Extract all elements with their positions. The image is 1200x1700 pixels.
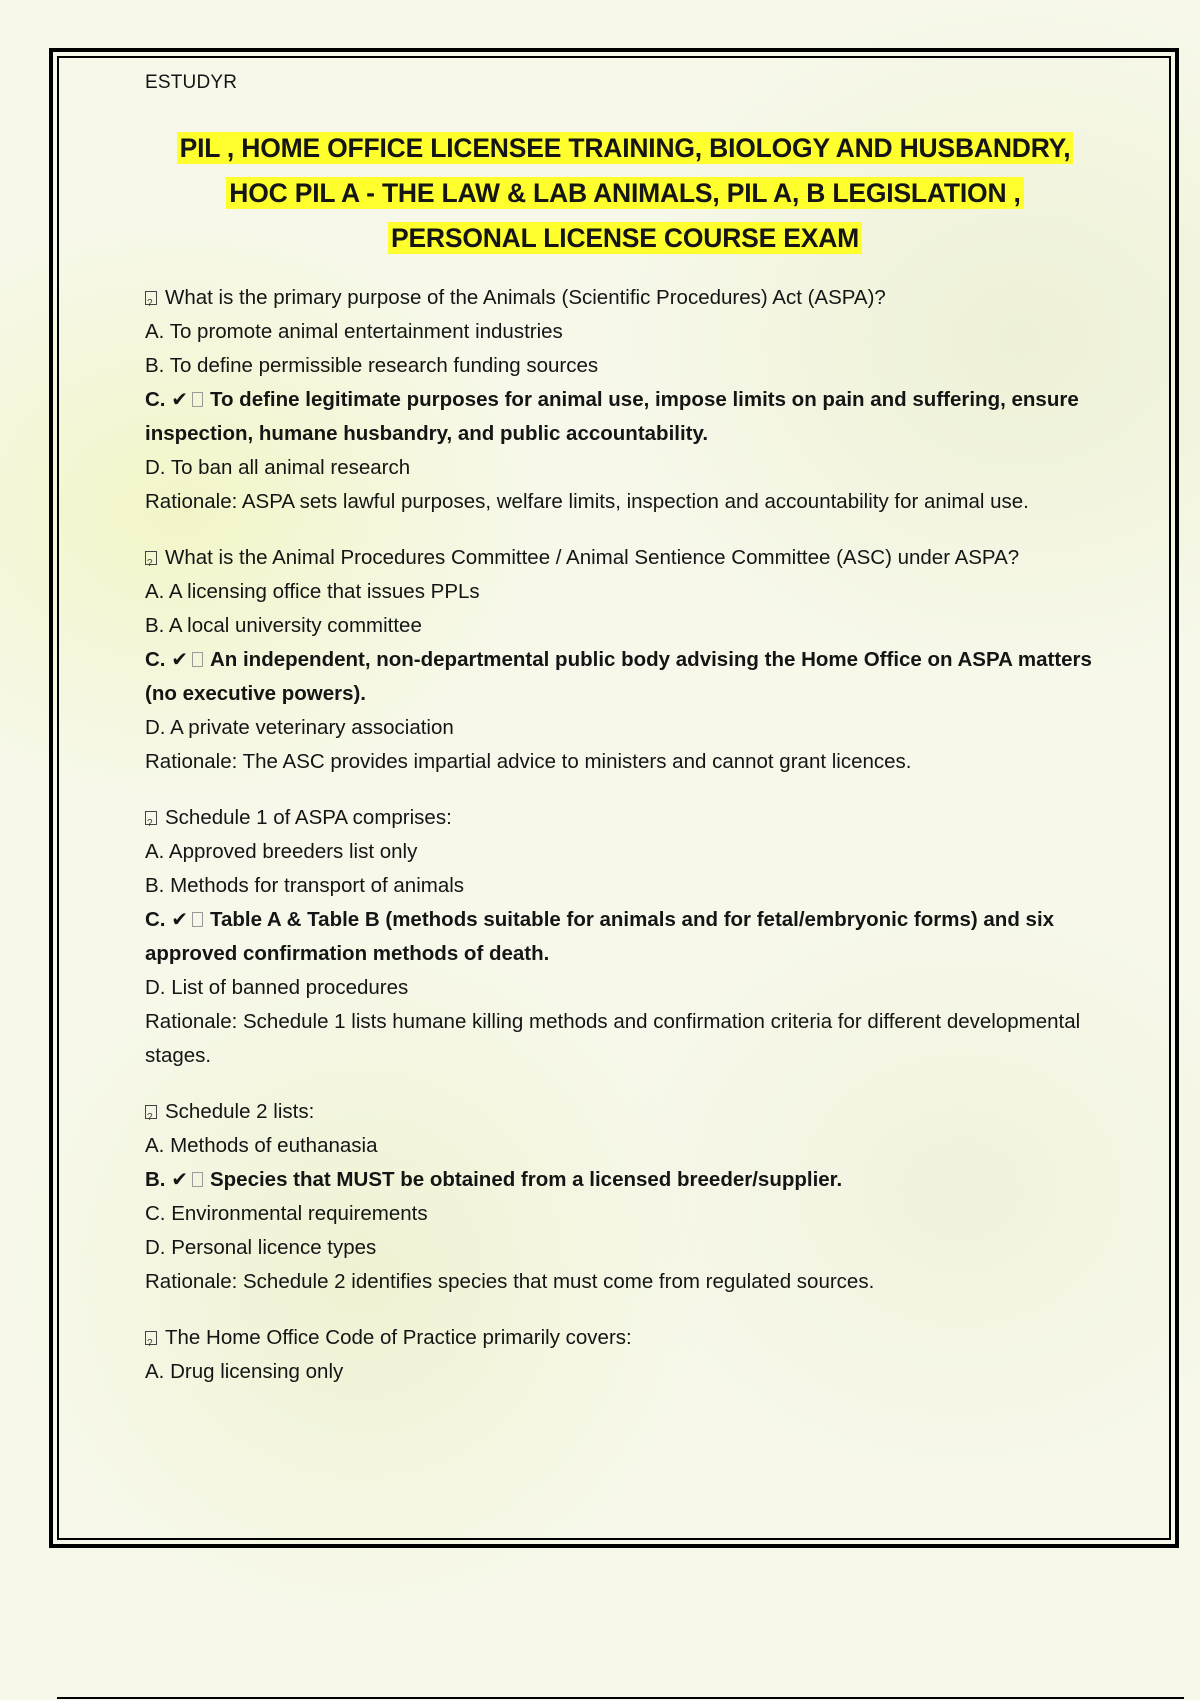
check-mark-icon: ✔: [171, 389, 188, 411]
title-line: PERSONAL LICENSE COURSE EXAM: [388, 222, 862, 254]
answer-option: D. To ban all animal research: [145, 456, 411, 479]
option-letter: B.: [145, 1168, 166, 1191]
question-block: [145, 801, 1105, 1073]
check-mark-icon: ✔: [171, 1169, 188, 1191]
empty-box-icon: [192, 652, 203, 667]
question-list: [145, 281, 1105, 1389]
question-block: [145, 1321, 1105, 1389]
question-text: Schedule 1 of ASPA comprises:: [165, 806, 452, 829]
question-line: [145, 1095, 1105, 1129]
rationale-text: Rationale: Schedule 2 identifies species that must come from regulated sources.: [145, 1270, 875, 1293]
title-line: HOC PIL A - THE LAW & LAB ANIMALS, PIL A, B LEGISLATION ,: [226, 177, 1023, 209]
question-block: [145, 541, 1105, 779]
answer-option: A. Approved breeders list only: [145, 840, 418, 863]
correct-answer-option: [145, 643, 1105, 711]
answer-option: B. A local university committee: [145, 614, 422, 637]
question-text: Schedule 2 lists:: [165, 1100, 315, 1123]
question-box-icon: [145, 811, 157, 825]
document-content: [145, 72, 1105, 1411]
footer-rule: [57, 1697, 1184, 1699]
question-line: [145, 801, 1105, 835]
check-mark-icon: ✔: [171, 649, 188, 671]
check-mark-icon: ✔: [171, 909, 188, 931]
question-text: The Home Office Code of Practice primarily covers:: [165, 1326, 632, 1349]
option-letter: C.: [145, 388, 166, 411]
question-box-icon: [145, 1105, 157, 1119]
title-line: PIL , HOME OFFICE LICENSEE TRAINING, BIOLOGY AND HUSBANDRY,: [177, 132, 1074, 164]
question-line: [145, 281, 1105, 315]
answer-option: A. To promote animal entertainment industries: [145, 320, 563, 343]
question-block: [145, 1095, 1105, 1299]
answer-option: B. Methods for transport of animals: [145, 874, 465, 897]
question-line: [145, 541, 1105, 575]
question-block: [145, 281, 1105, 519]
rationale-text: Rationale: The ASC provides impartial advice to ministers and cannot grant licences.: [145, 750, 912, 773]
answer-option: D. A private veterinary association: [145, 716, 454, 739]
question-text: What is the primary purpose of the Animals (Scientific Procedures) Act (ASPA)?: [165, 286, 886, 309]
answer-option: A. A licensing office that issues PPLs: [145, 580, 480, 603]
option-letter: C.: [145, 648, 166, 671]
rationale-text: Rationale: ASPA sets lawful purposes, welfare limits, inspection and accountability for animal use.: [145, 490, 1029, 513]
page-title: [145, 126, 1105, 261]
question-box-icon: [145, 551, 157, 565]
question-box-icon: [145, 1331, 157, 1345]
correct-answer-text: To define legitimate purposes for animal use, impose limits on pain and suffering, ensure inspection, humane husbandry, and public accountability.: [145, 388, 1079, 445]
rationale-text: Rationale: Schedule 1 lists humane killing methods and confirmation criteria for different developmental stages.: [145, 1010, 1081, 1067]
correct-answer-text: Species that MUST be obtained from a licensed breeder/supplier.: [209, 1168, 843, 1191]
correct-answer-option: [145, 383, 1105, 451]
question-text: What is the Animal Procedures Committee / Animal Sentience Committee (ASC) under ASPA?: [165, 546, 1020, 569]
option-letter: C.: [145, 908, 166, 931]
answer-option: A. Drug licensing only: [145, 1360, 344, 1383]
correct-answer-text: Table A & Table B (methods suitable for animals and for fetal/embryonic forms) and six approved confirmation methods of death.: [145, 908, 1055, 965]
brand-label: ESTUDYR: [145, 72, 238, 93]
correct-answer-option: [145, 1163, 1105, 1197]
question-box-icon: [145, 291, 157, 305]
answer-option: B. To define permissible research funding sources: [145, 354, 599, 377]
question-line: [145, 1321, 1105, 1355]
empty-box-icon: [192, 1172, 203, 1187]
answer-option: C. Environmental requirements: [145, 1202, 428, 1225]
answer-option: D. Personal licence types: [145, 1236, 377, 1259]
empty-box-icon: [192, 912, 203, 927]
empty-box-icon: [192, 392, 203, 407]
answer-option: D. List of banned procedures: [145, 976, 409, 999]
correct-answer-text: An independent, non-departmental public body advising the Home Office on ASPA matters (no executive powers).: [145, 648, 1092, 705]
answer-option: A. Methods of euthanasia: [145, 1134, 378, 1157]
correct-answer-option: [145, 903, 1105, 971]
